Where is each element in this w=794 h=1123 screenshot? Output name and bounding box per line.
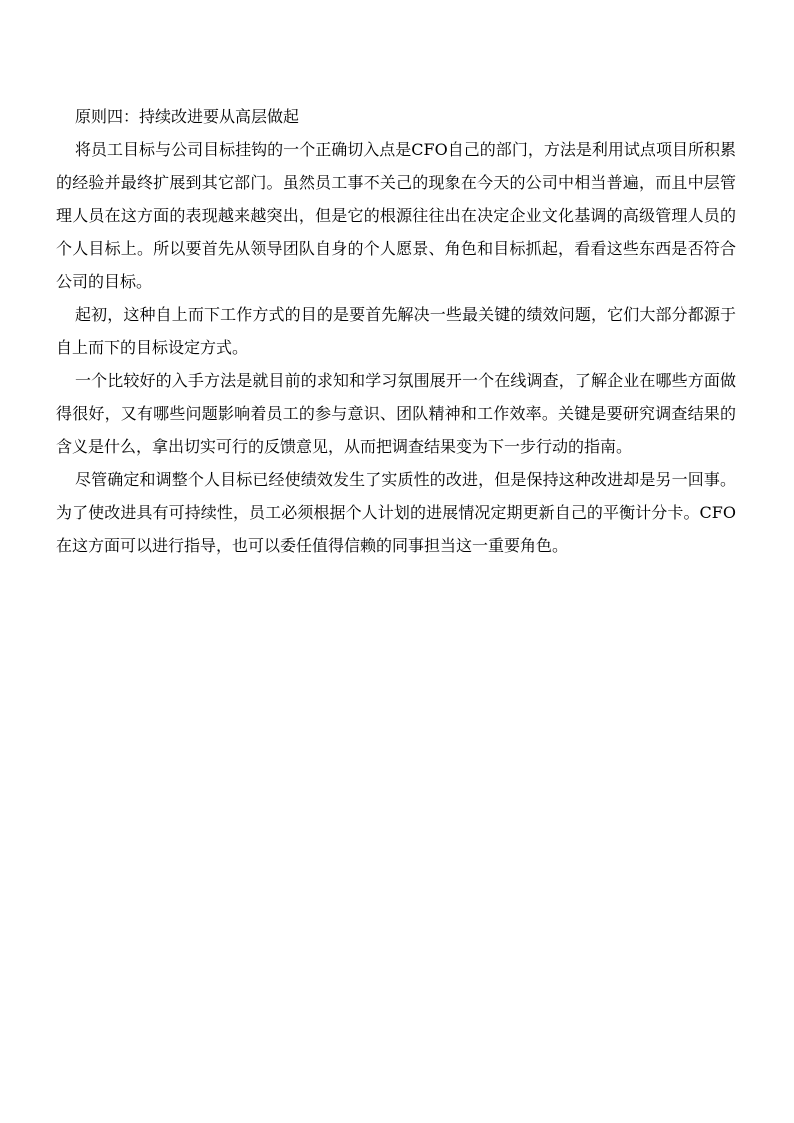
paragraph-1: 将员工目标与公司目标挂钩的一个正确切入点是CFO自己的部门，方法是利用试点项目所积累的经验并最终扩展到其它部门。虽然员工事不关己的现象在今天的公司中相当普遍，而且中层管理人员在这方面的表现越来越突出，但是它的根源往往出在决定企业文化基调的高级管理人员的个人目标上。所以要首先从领导团队自身的个人愿景、角色和目标抓起，看看这些东西是否符合公司的目标。	[56, 140, 736, 291]
paragraph-3: 一个比较好的入手方法是就目前的求知和学习氛围展开一个在线调查，了解企业在哪些方面做得很好，又有哪些问题影响着员工的参与意识、团队精神和工作效率。关键是要研究调查结果的含义是什么，拿出切实可行的反馈意见，从而把调查结果变为下一步行动的指南。	[56, 371, 736, 456]
paragraph-2: 起初，这种自上而下工作方式的目的是要首先解决一些最关键的绩效问题，它们大部分都源于自上而下的目标设定方式。	[56, 305, 736, 357]
section-heading: 原则四：持续改进要从高层做起	[75, 107, 300, 126]
paragraph-4: 尽管确定和调整个人目标已经使绩效发生了实质性的改进，但是保持这种改进却是另一回事。为了使改进具有可持续性，员工必须根据个人计划的进展情况定期更新自己的平衡计分卡。CFO在这方面可以进行指导，也可以委任值得信赖的同事担当这一重要角色。	[56, 470, 736, 555]
document-page	[56, 100, 736, 562]
